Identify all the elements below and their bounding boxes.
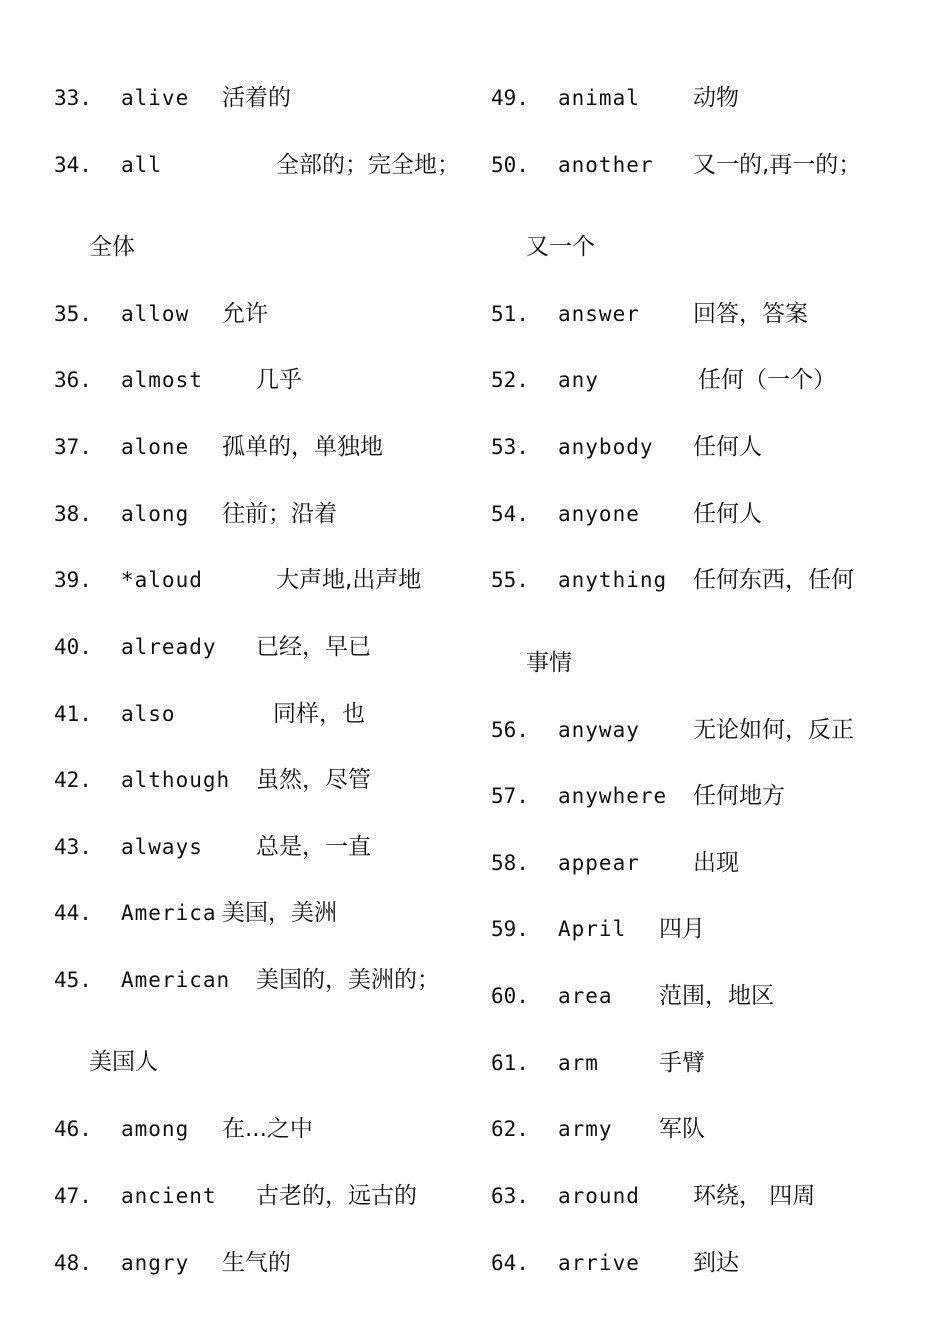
chinese-meaning: 四月	[659, 916, 705, 942]
english-word: along	[121, 502, 190, 526]
english-word: alive	[121, 86, 190, 110]
entry-number: 39.	[54, 568, 92, 592]
entry-number: 46.	[54, 1117, 92, 1141]
chinese-meaning: 到达	[693, 1250, 739, 1276]
english-word: April	[558, 917, 627, 941]
entry-number: 54.	[491, 502, 529, 526]
english-word: anyone	[558, 502, 640, 526]
entry-number: 43.	[54, 835, 92, 859]
english-word: army	[558, 1117, 613, 1141]
english-word: angry	[121, 1251, 190, 1275]
english-word: among	[121, 1117, 190, 1141]
chinese-meaning: 军队	[659, 1116, 705, 1142]
entry-number: 63.	[491, 1184, 529, 1208]
entry-number: 40.	[54, 635, 92, 659]
meaning-continuation: 全体	[89, 234, 135, 260]
entry-number: 47.	[54, 1184, 92, 1208]
english-word: also	[121, 702, 176, 726]
entry-number: 64.	[491, 1251, 529, 1275]
chinese-meaning: 范围，地区	[659, 983, 774, 1009]
entry-number: 53.	[491, 435, 529, 459]
chinese-meaning: 几乎	[256, 367, 302, 393]
entry-number: 38.	[54, 502, 92, 526]
english-word: allow	[121, 302, 190, 326]
chinese-meaning: 同样，也	[273, 701, 365, 727]
chinese-meaning: 往前；沿着	[222, 501, 337, 527]
english-word: answer	[558, 302, 640, 326]
english-word: area	[558, 984, 613, 1008]
entry-number: 36.	[54, 368, 92, 392]
chinese-meaning: 出现	[693, 850, 739, 876]
chinese-meaning: 任何地方	[693, 783, 785, 809]
chinese-meaning: 大声地,出声地	[276, 567, 422, 593]
english-word: arrive	[558, 1251, 640, 1275]
chinese-meaning: 无论如何，反正	[693, 717, 854, 743]
chinese-meaning: 动物	[693, 85, 739, 111]
chinese-meaning: 任何人	[693, 501, 762, 527]
entry-number: 50.	[491, 153, 529, 177]
entry-number: 37.	[54, 435, 92, 459]
entry-number: 51.	[491, 302, 529, 326]
entry-number: 48.	[54, 1251, 92, 1275]
english-word: American	[121, 968, 231, 992]
english-word: anyway	[558, 718, 640, 742]
english-word: all	[121, 153, 162, 177]
english-word: around	[558, 1184, 640, 1208]
english-word: another	[558, 153, 654, 177]
left-column	[0, 0, 460, 1344]
chinese-meaning: 允许	[222, 301, 268, 327]
chinese-meaning: 美国，美洲	[222, 900, 337, 926]
entry-number: 45.	[54, 968, 92, 992]
chinese-meaning: 古老的，远古的	[256, 1183, 417, 1209]
entry-number: 60.	[491, 984, 529, 1008]
chinese-meaning: 手臂	[659, 1050, 705, 1076]
chinese-meaning: 生气的	[222, 1250, 291, 1276]
english-word: animal	[558, 86, 640, 110]
entry-number: 55.	[491, 568, 529, 592]
english-word: arm	[558, 1051, 599, 1075]
chinese-meaning: 任何东西，任何	[693, 567, 854, 593]
chinese-meaning: 总是，一直	[256, 834, 371, 860]
chinese-meaning: 回答，答案	[693, 301, 808, 327]
entry-number: 49.	[491, 86, 529, 110]
entry-number: 58.	[491, 851, 529, 875]
right-column	[437, 0, 877, 1344]
chinese-meaning: 又一的,再一的；	[693, 152, 862, 178]
chinese-meaning: 已经，早已	[256, 634, 371, 660]
chinese-meaning: 任何人	[693, 434, 762, 460]
entry-number: 35.	[54, 302, 92, 326]
english-word: alone	[121, 435, 190, 459]
english-word: always	[121, 835, 203, 859]
english-word: almost	[121, 368, 203, 392]
english-word: appear	[558, 851, 640, 875]
entry-number: 44.	[54, 901, 92, 925]
chinese-meaning: 美国的，美洲的；	[256, 967, 440, 993]
entry-number: 52.	[491, 368, 529, 392]
english-word: already	[121, 635, 217, 659]
entry-number: 57.	[491, 784, 529, 808]
english-word: ancient	[121, 1184, 217, 1208]
meaning-continuation: 事情	[526, 650, 572, 676]
entry-number: 42.	[54, 768, 92, 792]
chinese-meaning: 活着的	[222, 85, 291, 111]
entry-number: 61.	[491, 1051, 529, 1075]
meaning-continuation: 又一个	[526, 234, 595, 260]
english-word: any	[558, 368, 599, 392]
chinese-meaning: 虽然，尽管	[256, 767, 371, 793]
chinese-meaning: 环绕， 四周	[693, 1183, 816, 1209]
english-word: America	[121, 901, 217, 925]
chinese-meaning: 任何（一个）	[698, 367, 836, 393]
chinese-meaning: 孤单的，单独地	[222, 434, 383, 460]
entry-number: 56.	[491, 718, 529, 742]
meaning-continuation: 美国人	[89, 1049, 158, 1075]
english-word: anything	[558, 568, 668, 592]
entry-number: 34.	[54, 153, 92, 177]
english-word: anybody	[558, 435, 654, 459]
entry-number: 62.	[491, 1117, 529, 1141]
chinese-meaning: 在...之中	[222, 1116, 313, 1142]
english-word: *aloud	[121, 568, 203, 592]
entry-number: 41.	[54, 702, 92, 726]
english-word: anywhere	[558, 784, 668, 808]
english-word: although	[121, 768, 231, 792]
entry-number: 59.	[491, 917, 529, 941]
chinese-meaning: 全部的；完全地；	[276, 152, 460, 178]
entry-number: 33.	[54, 86, 92, 110]
